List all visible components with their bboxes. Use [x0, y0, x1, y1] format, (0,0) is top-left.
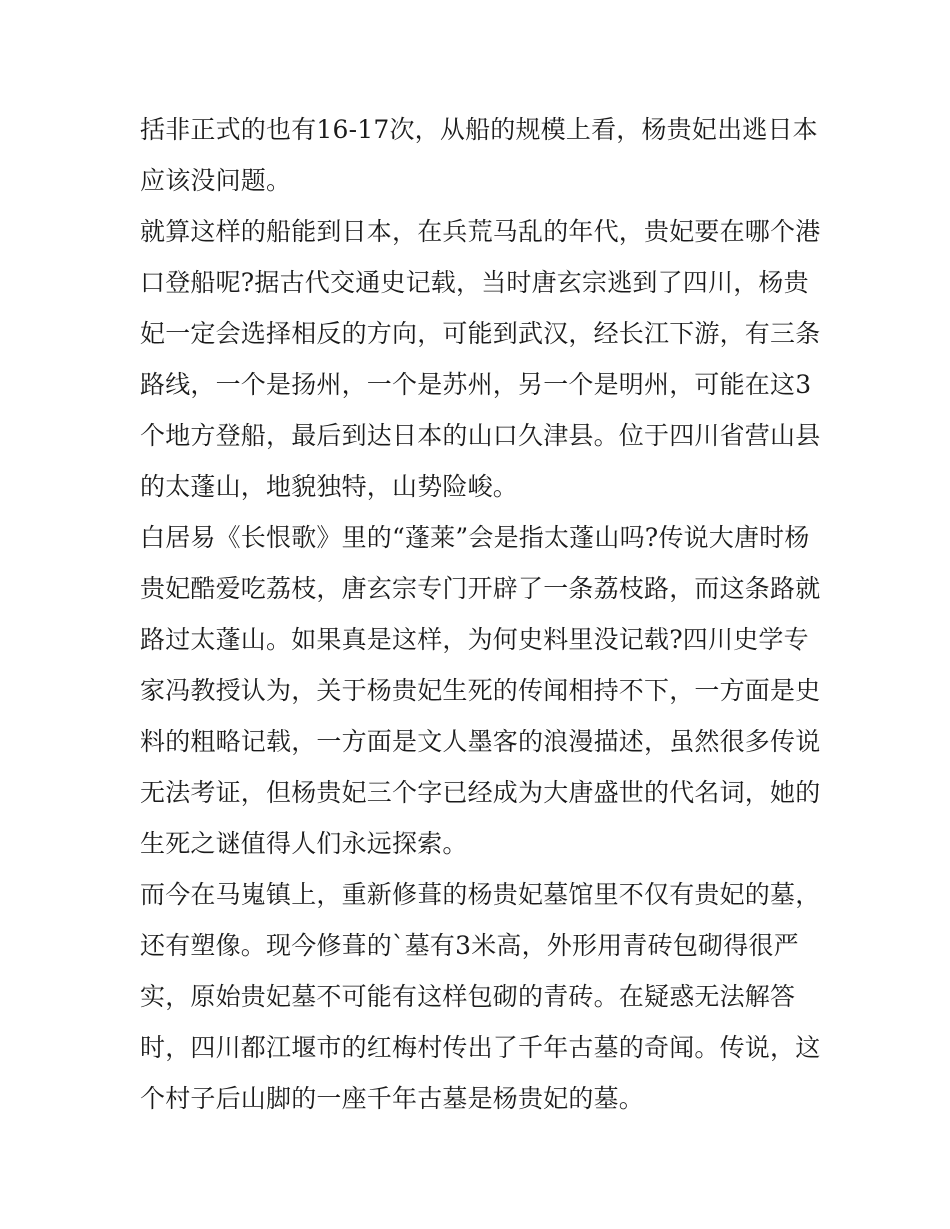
text-line: 括非正式的也有16-17次，从船的规模上看，杨贵妃出逃日本: [140, 115, 818, 144]
text-line: 无法考证，但杨贵妃三个字已经成为大唐盛世的代名词，她的: [140, 778, 821, 807]
text-line: 路过太蓬山。如果真是这样，为何史料里没记载?四川史学专: [140, 625, 809, 654]
text-line: 的太蓬山，地貌独特，山势险峻。: [140, 472, 519, 501]
text-line: 实，原始贵妃墓不可能有这样包砌的青砖。在疑惑无法解答: [140, 982, 796, 1011]
text-line: 应该没问题。: [140, 166, 292, 195]
text-line: 路线，一个是扬州，一个是苏州，另一个是明州，可能在这3: [140, 370, 812, 399]
text-line: 个村子后山脚的一座千年古墓是杨贵妃的墓。: [140, 1084, 645, 1113]
text-line: 就算这样的船能到日本，在兵荒马乱的年代，贵妃要在哪个港: [140, 217, 821, 246]
text-line: 生死之谜值得人们永远探索。: [140, 829, 468, 858]
text-line: 时，四川都江堰市的红梅村传出了千年古墓的奇闻。传说，这: [140, 1033, 821, 1062]
document-page: [140, 104, 820, 1124]
text-line: 个地方登船，最后到达日本的山口久津县。位于四川省营山县: [140, 421, 821, 450]
text-line: 贵妃酷爱吃荔枝，唐玄宗专门开辟了一条荔枝路，而这条路就: [140, 574, 821, 603]
text-line: 而今在马嵬镇上，重新修葺的杨贵妃墓馆里不仅有贵妃的墓，: [140, 880, 821, 909]
text-line: 白居易《长恨歌》里的“蓬莱”会是指太蓬山吗?传说大唐时杨: [140, 523, 810, 552]
text-line: 家冯教授认为，关于杨贵妃生死的传闻相持不下，一方面是史: [140, 676, 821, 705]
text-line: 料的粗略记载，一方面是文人墨客的浪漫描述，虽然很多传说: [140, 727, 821, 756]
text-line: 还有塑像。现今修葺的`墓有3米高，外形用青砖包砌得很严: [140, 931, 799, 960]
text-line: 妃一定会选择相反的方向，可能到武汉，经长江下游，有三条: [140, 319, 821, 348]
text-line: 口登船呢?据古代交通史记载，当时唐玄宗逃到了四川，杨贵: [140, 268, 809, 297]
